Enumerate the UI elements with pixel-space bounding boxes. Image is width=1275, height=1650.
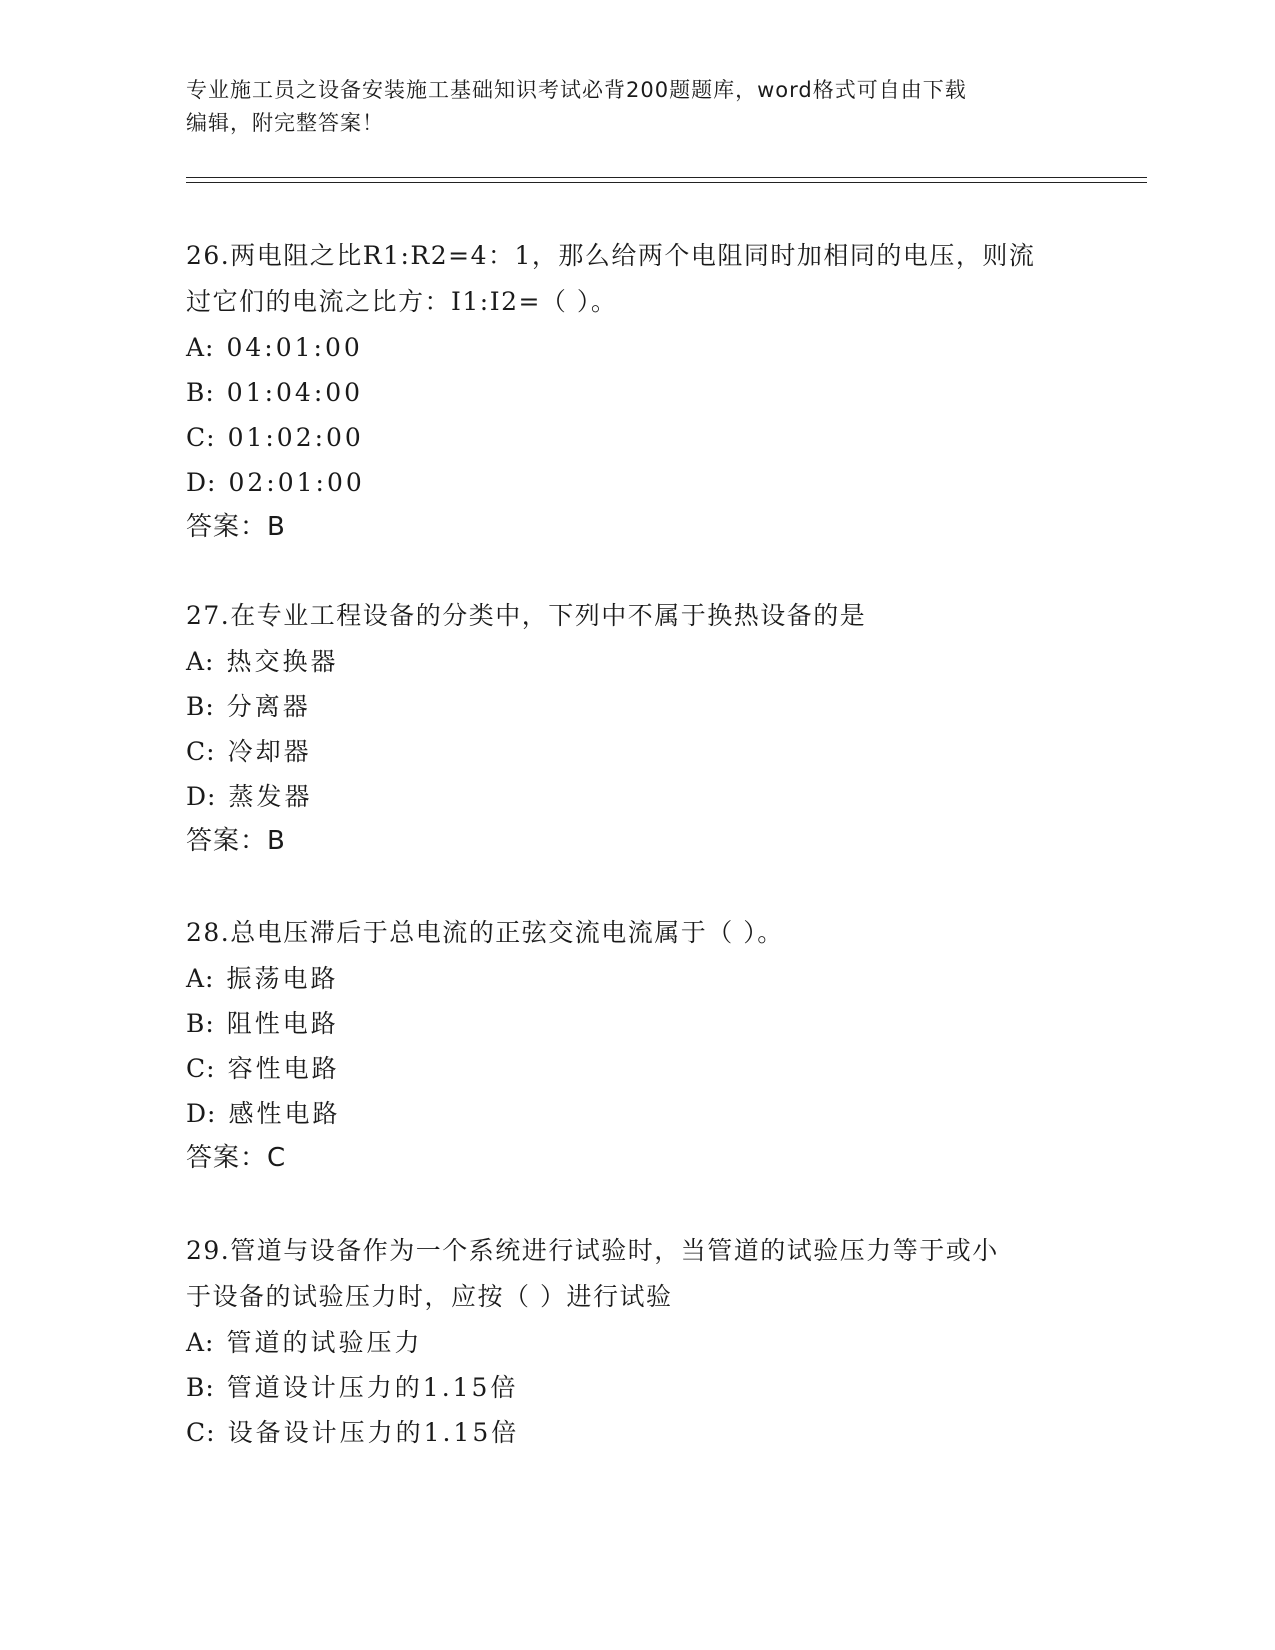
header-line-2: 编辑，附完整答案！ [186,111,384,135]
option-text: 分离器 [226,692,311,721]
question-stem-line: 28.总电压滞后于总电流的正弦交流电流属于（ ）。 [186,918,784,947]
answer: 答案：B [186,826,286,856]
option-c [186,1410,1086,1455]
option-text: 01:04:00 [226,378,364,407]
option-text: 01:02:00 [227,423,364,452]
option-a [186,639,1086,684]
option-text: 容性电路 [227,1054,340,1083]
answer: 答案：B [186,512,286,542]
option-c [186,1046,1086,1091]
option-label: B: [186,692,215,721]
question-stem-line: 27.在专业工程设备的分类中，下列中不属于换热设备的是 [186,601,867,630]
option-label: A: [186,1328,215,1357]
question-stem-line: 过它们的电流之比方：I1:I2=（ ）。 [186,287,618,316]
option-label: C: [186,1418,216,1447]
question-28 [186,910,1086,1181]
option-d [186,774,1086,819]
option-label: A: [186,333,215,362]
question-26 [186,233,1086,550]
option-text: 管道的试验压力 [226,1328,423,1357]
answer: 答案：C [186,1143,287,1173]
option-label: A: [186,647,215,676]
question-stem-line: 于设备的试验压力时，应按（ ）进行试验 [186,1282,673,1311]
option-label: D: [186,782,217,811]
option-text: 感性电路 [228,1099,341,1128]
option-b [186,1365,1086,1410]
option-a [186,956,1086,1001]
question-29 [186,1228,1086,1455]
option-label: B: [186,378,215,407]
option-a [186,325,1086,370]
option-c [186,729,1086,774]
option-label: D: [186,468,217,497]
option-text: 热交换器 [226,647,339,676]
option-c [186,415,1086,460]
option-label: A: [186,964,215,993]
option-text: 冷却器 [227,737,312,766]
option-d [186,1091,1086,1136]
option-label: B: [186,1009,215,1038]
question-stem-line: 29.管道与设备作为一个系统进行试验时，当管道的试验压力等于或小 [186,1236,999,1265]
option-text: 02:01:00 [228,468,365,497]
option-a [186,1320,1086,1365]
option-text: 蒸发器 [228,782,313,811]
document-header [186,74,1086,140]
option-b [186,370,1086,415]
header-divider-top [186,177,1147,178]
option-label: D: [186,1099,217,1128]
option-label: C: [186,1054,216,1083]
question-stem-line: 26.两电阻之比R1:R2=4：1，那么给两个电阻同时加相同的电压，则流 [186,241,1036,270]
option-label: B: [186,1373,215,1402]
option-text: 设备设计压力的1.15倍 [227,1418,520,1447]
option-label: C: [186,423,216,452]
option-text: 振荡电路 [226,964,339,993]
option-d [186,460,1086,505]
option-label: C: [186,737,216,766]
option-text: 阻性电路 [226,1009,339,1038]
option-text: 管道设计压力的1.15倍 [226,1373,519,1402]
option-b [186,684,1086,729]
header-divider-bottom [186,182,1147,183]
option-b [186,1001,1086,1046]
header-line-1: 专业施工员之设备安装施工基础知识考试必背200题题库，word格式可自由下载 [186,78,967,102]
option-text: 04:01:00 [226,333,363,362]
question-27 [186,593,1086,864]
